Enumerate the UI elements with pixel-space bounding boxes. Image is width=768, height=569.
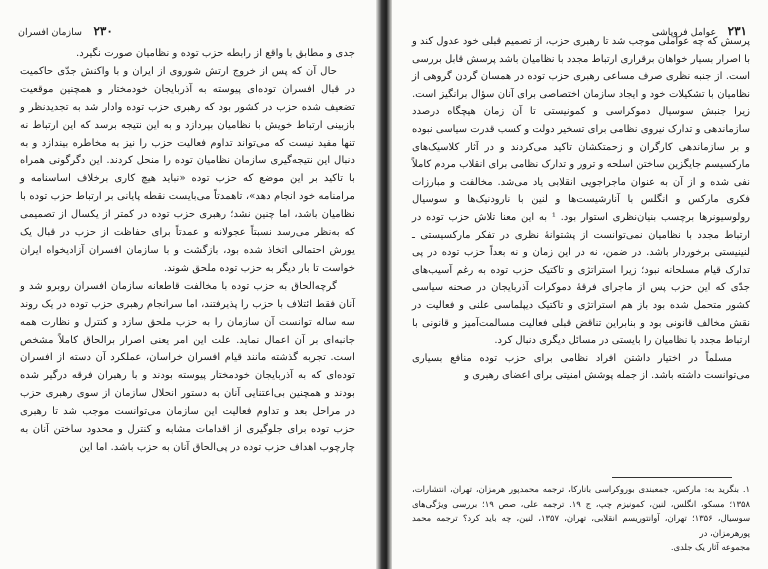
footnote-1: ۱. بنگرید به: مارکس، جمعبندی بوروکراسی بانارکا، ترجمه محمدپور هرمزان، تهران، انتشارات، ۱۳۵۸؛ مسکو، انگلس، لنین، کمونیزم چپ، ج ۱۹. ترجمه علی، صص ۱۹؛ بررسی ویژگی‌های سوسیال، ۱۳۵۶؛ تهران، آوانتوریسم انقلابی، تهران، ۱۳۵۷، لنین، چه باید کرد؟ ترجمه محمد پورهرمزان، در: [412, 484, 751, 538]
right-running-title: عوامل فروپاشی: [651, 27, 717, 38]
right-paragraph-2: مسلماً در اختیار داشتن افراد نظامی برای حزب توده منافع بسیاری می‌توانست داشته باشد. از جمله پوشش امنیتی برای اعضای رهبری و: [412, 352, 750, 382]
left-paragraph-1: جدی و مطابق با واقع از رابطه حزب توده و نظامیان صورت نگیرد.: [76, 48, 355, 59]
footnotes: [412, 482, 750, 555]
footnote-1-continuation: مجموعه آثار یک جلدی.: [670, 542, 750, 553]
left-page-number: ۲۳۰: [93, 24, 113, 38]
footnote-separator: [612, 477, 732, 478]
left-page-body: [20, 45, 355, 457]
left-page: [0, 0, 376, 569]
left-running-title: سازمان افسران: [18, 27, 82, 38]
right-page-number: ۲۳۱: [727, 24, 747, 38]
book-gutter: [376, 0, 392, 569]
right-page-body: [412, 33, 750, 385]
right-paragraph-1: پرسش که چه عواملی موجب شد تا رهبری حزب، از تصمیم قبلی خود عدول کند و با اصرار بسیار خواهان برقراری ارتباط مجدد با نظامیان باشد پرسش قابل بررسی است. از جنبه نظری صرف مساعی رهبری حزب توده در همسان گردن گروهی از نظامیان با تشکیلات خود و ایجاد سازمان اختصاصی برای آنان سؤال برانگیز است. زیرا جنبش سوسیال دموکراسی و کمونیستی تا آن زمان هیچگاه درصدد سازماندهی و تدارک نیروی نظامی برای تسخیر دولت و کسب قدرت سیاسی نبوده و بر سازماندهی کارگران و زحمتکشان تاکید می‌کردند و در آثار کلاسیک‌های مارکسیسم جایگزین ساختن اسلحه و ترور و تدارک نظامی برای انقلاب مردم کاملاً نفی شده و از آن به عنوان ماجراجویی انقلابی یاد می‌شد. مخالفت و مبارزات فکری مارکس و انگلس با آنارشیست‌ها و لنین با نارودنیک‌ها و سوسیال رولوسیونرها برچسب بنیان‌نظری استوار بود. ¹ به این معنا تلاش حزب توده در ارتباط مجدد با نظامیان نمی‌توانست از پشتوانهٔ نظری در تفکر مارکسیستی ـ لنینیستی برخوردار باشد. در ضمن، نه در این زمان و نه بعداً حزب توده در پی تدارک قیام مسلحانه نبود؛ زیرا استراتژی و تاکتیک حزب توده به رغم آسیب‌های جدّی که این حزب پس از ماجرای فرقهٔ دموکرات آذربایجان در صحنه سیاسی کشور متحمل شده بود باز هم استراتژی و تاکتیک دیپلماسی علنی و فعالیت در نقش مخالف قانونی بود و بنابراین تناقض قبلی فعالیت مسالمت‌آمیز و قانونی با ارتباط مجدد با نظامیان را بایستی در مسائل دیگری دنبال کرد.: [412, 36, 750, 347]
right-page: [392, 0, 768, 569]
left-page-header: [18, 24, 353, 40]
left-paragraph-2: حال آن که پس از خروج ارتش شوروی از ایران و با واکنش جدّی حاکمیت در قبال افسران توده‌ای پیوسته به آذربایجان خودمختار و همچنین موقعیت تضعیف شده حزب در کشور بود که رهبری حزب توده وادار شد به تجدیدنظر و بازبینی ارتباط خویش با نظامیان بپردازد و به این نتیجه برسد که این ارتباط نه تنها مفید نیست که می‌تواند تداوم فعالیت حزب را نیز به مخاطره بیندازد و به دنبال این نتیجه‌گیری سازمان نظامیان توده را منحل کردند. این دگرگونی همراه با تاکید بر این موضع که حزب توده «نباید هیچ کاری برخلاف اساسنامه و مرامنامه خود انجام دهد»، تاهمدتاً می‌بایست نقطه پایانی بر ارتباط حزب توده با نظامیان باشد، اما چنین نشد؛ رهبری حزب توده در کمتر از یکسال از تصمیمی که به‌نظر می‌رسد نسبتاً عجولانه و عمدتاً برای حفاظت از حزب در قبال یک یورش احتمالی اتخاذ شده بود، بازگشت و با سازمان افسران آزادیخواه ایران خواست تا بار دیگر به حزب توده ملحق شوند.: [20, 65, 355, 274]
left-paragraph-3: گرچه‌الحاق به حزب توده با مخالفت قاطعانه سازمان افسران روبرو شد و آنان فقط ائتلاف با حزب را پذیرفتند، اما سرانجام رهبری حزب توده در یک روند سه ساله توانست آن سازمان را به حزب ملحق سازد و کنترل و نظارت همه جانبه‌ای بر آن اعمال نماید. علت این امر یعنی اصرار برالحاق کاملاً مشخص است. تجربه گذشته مانند قیام افسران خراسان، عملکرد آن دسته از افسران توده‌ای که به آذربایجان خودمختار پیوسته بودند و با رهبران فرقه درگیر شده بودند و همچنین بی‌اعتنایی آنان به دستور انحلال سازمان از سوی رهبری حزب در مراحل بعد و تداوم فعالیت این سازمان می‌توانست موجب شد تا رهبری حزب توده برای جلوگیری از اقدامات مشابه و کنترل و محدود ساختن آنان به چارچوب اهداف حزب توده در پی‌الحاق آنان به حزب باشد. اما این: [20, 280, 355, 453]
